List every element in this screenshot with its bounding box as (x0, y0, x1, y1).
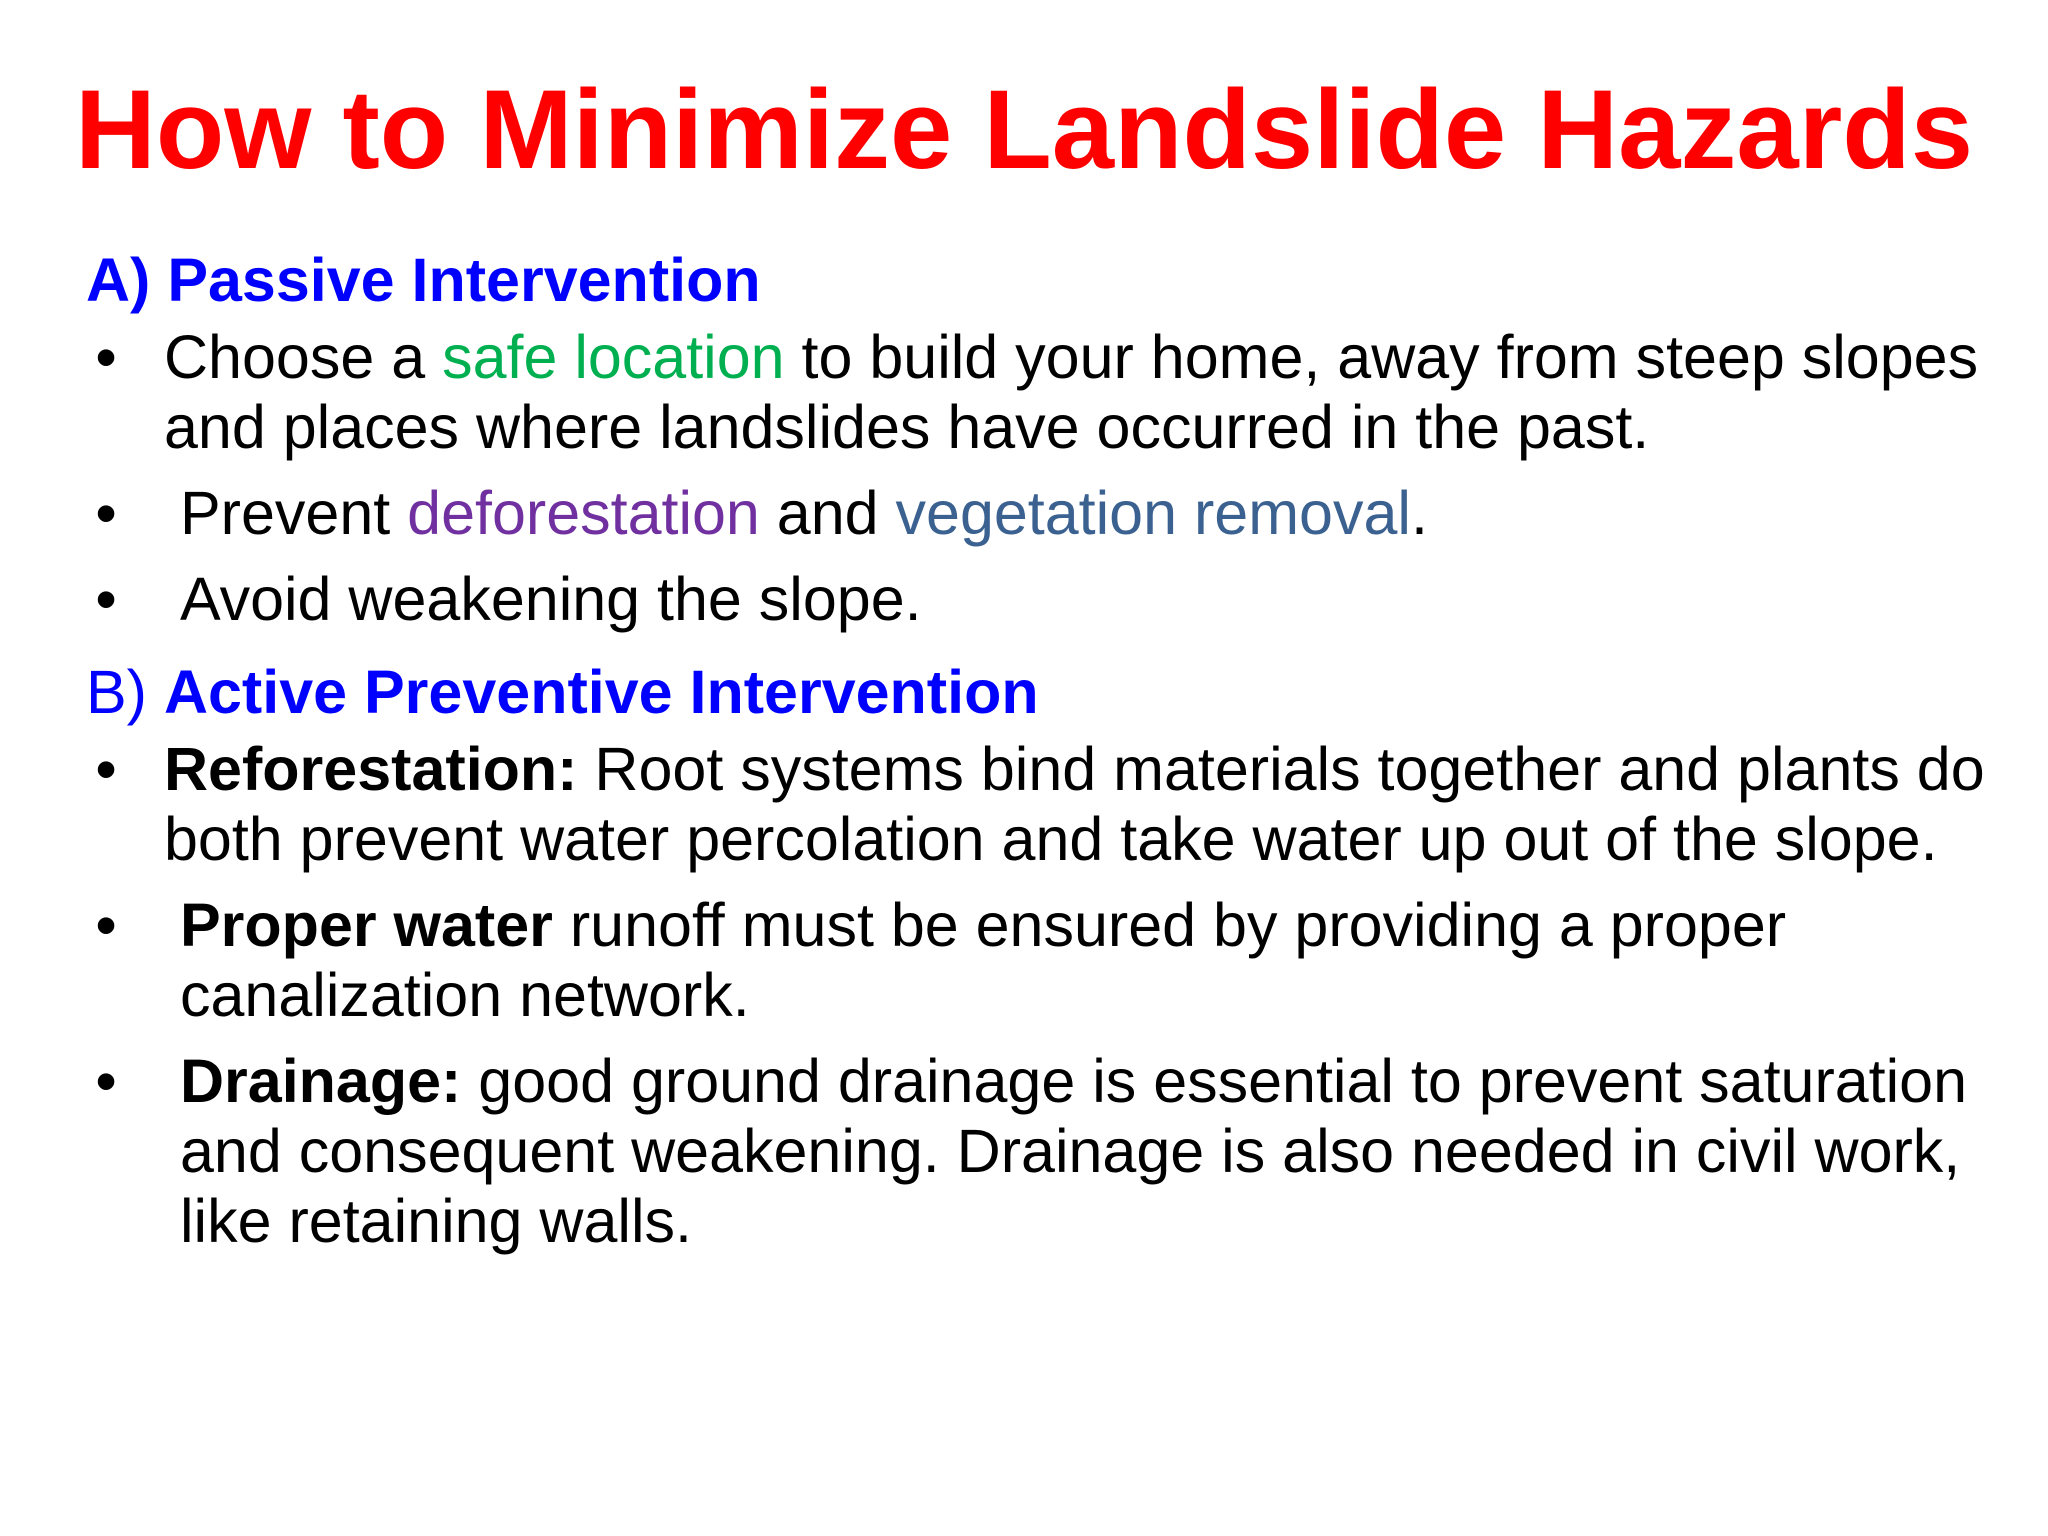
list-item-text: Avoid weakening the slope. (180, 565, 922, 633)
list-item-avoid-weakening (86, 564, 2006, 634)
bullet-icon: • (95, 891, 117, 959)
term-proper-water: Proper water (180, 891, 553, 959)
list-item-safe-location (86, 322, 2006, 462)
list-item-text (164, 478, 2006, 548)
highlight-deforestation: deforestation (407, 479, 760, 547)
highlight-safe-location: safe location (442, 323, 785, 391)
list-item-reforestation (86, 734, 2006, 874)
bullet-icon: • (95, 1047, 117, 1115)
list-item-text (164, 1046, 2006, 1256)
list-item-text (164, 734, 2006, 874)
list-item-drainage (86, 1046, 2006, 1256)
slide-title: How to Minimize Landslide Hazards (74, 67, 1974, 192)
section-a-heading (86, 238, 2006, 322)
text-run: Prevent (180, 479, 408, 547)
section-b-list (86, 734, 2006, 1256)
bullet-icon: • (95, 323, 117, 391)
text-run: runoff must be ensured by providing a proper canalization network. (180, 891, 1787, 1029)
section-a-heading-text: A) Passive Intervention (86, 246, 761, 314)
text-run: and (759, 479, 896, 547)
list-item-prevent-deforestation (86, 478, 2006, 548)
highlight-vegetation-removal: vegetation removal (895, 479, 1411, 547)
term-reforestation: Reforestation: (164, 735, 578, 803)
text-run: Choose a (164, 323, 443, 391)
text-run: . (1410, 479, 1428, 547)
term-drainage: Drainage: (180, 1047, 462, 1115)
bullet-icon: • (95, 565, 117, 633)
text-run: Root systems bind materials together and plants do both prevent water percolation and take water up out of the slope. (164, 735, 1985, 873)
list-item-text (164, 322, 2006, 462)
bullet-icon: • (95, 479, 117, 547)
bullet-icon: • (95, 735, 117, 803)
section-a-list (86, 322, 2006, 634)
section-b-heading (86, 650, 2006, 734)
list-item-proper-water (86, 890, 2006, 1030)
section-b-heading-prefix: B) (86, 658, 164, 726)
text-run: to build your home, away from steep slopes and places where landslides have occurred in the past. (164, 323, 1979, 461)
section-b-heading-text: Active Preventive Intervention (163, 658, 1039, 726)
slide-content (86, 238, 2006, 1272)
text-run: good ground drainage is essential to prevent saturation and consequent weakening. Drainage is also needed in civil work, like retaining walls. (180, 1047, 1968, 1255)
list-item-text (164, 890, 2006, 1030)
